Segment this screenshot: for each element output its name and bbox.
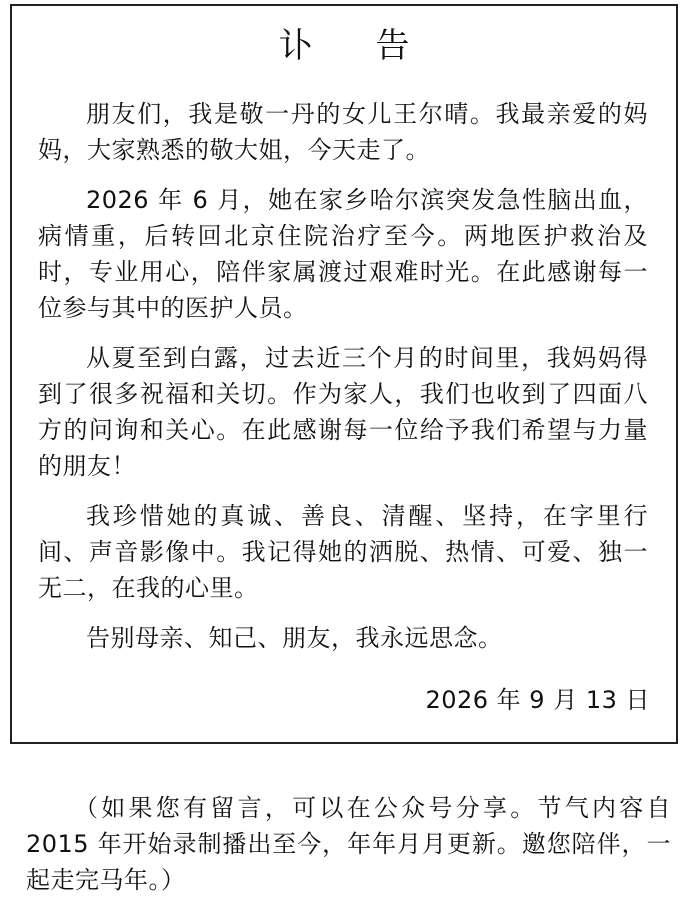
notice-paragraph: 告别母亲、知己、朋友，我永远思念。	[86, 624, 503, 652]
notice-paragraph: 2026 年 6 月，她在家乡哈尔滨突发急性脑出血，病情重，后转回北京住院治疗至今。两地医护救治及时，专业用心，陪伴家属渡过艰难时光。在此感谢每一位参与其中的医护人员。	[38, 186, 648, 322]
notice-body	[12, 96, 678, 670]
notice-paragraph: 从夏至到白露，过去近三个月的时间里，我妈妈得到了很多祝福和关切。作为家人，我们也收到了四面八方的问询和关心。在此感谢每一位给予我们希望与力量的朋友！	[38, 344, 648, 480]
obituary-notice-box	[10, 4, 678, 744]
notice-paragraph: 我珍惜她的真诚、善良、清醒、坚持，在字里行间、声音影像中。我记得她的洒脱、热情、可爱、独一无二，在我的心里。	[38, 502, 648, 602]
notice-title: 讣 告	[278, 26, 436, 66]
footer-note: （如果您有留言，可以在公众号分享。节气内容自 2015 年开始录制播出至今，年年月月更新。邀您陪伴，一起走完马年。）	[26, 794, 671, 894]
notice-date: 2026 年 9 月 13 日	[425, 686, 650, 714]
notice-paragraph: 朋友们，我是敬一丹的女儿王尔晴。我最亲爱的妈妈，大家熟悉的敬大姐，今天走了。	[38, 100, 648, 164]
